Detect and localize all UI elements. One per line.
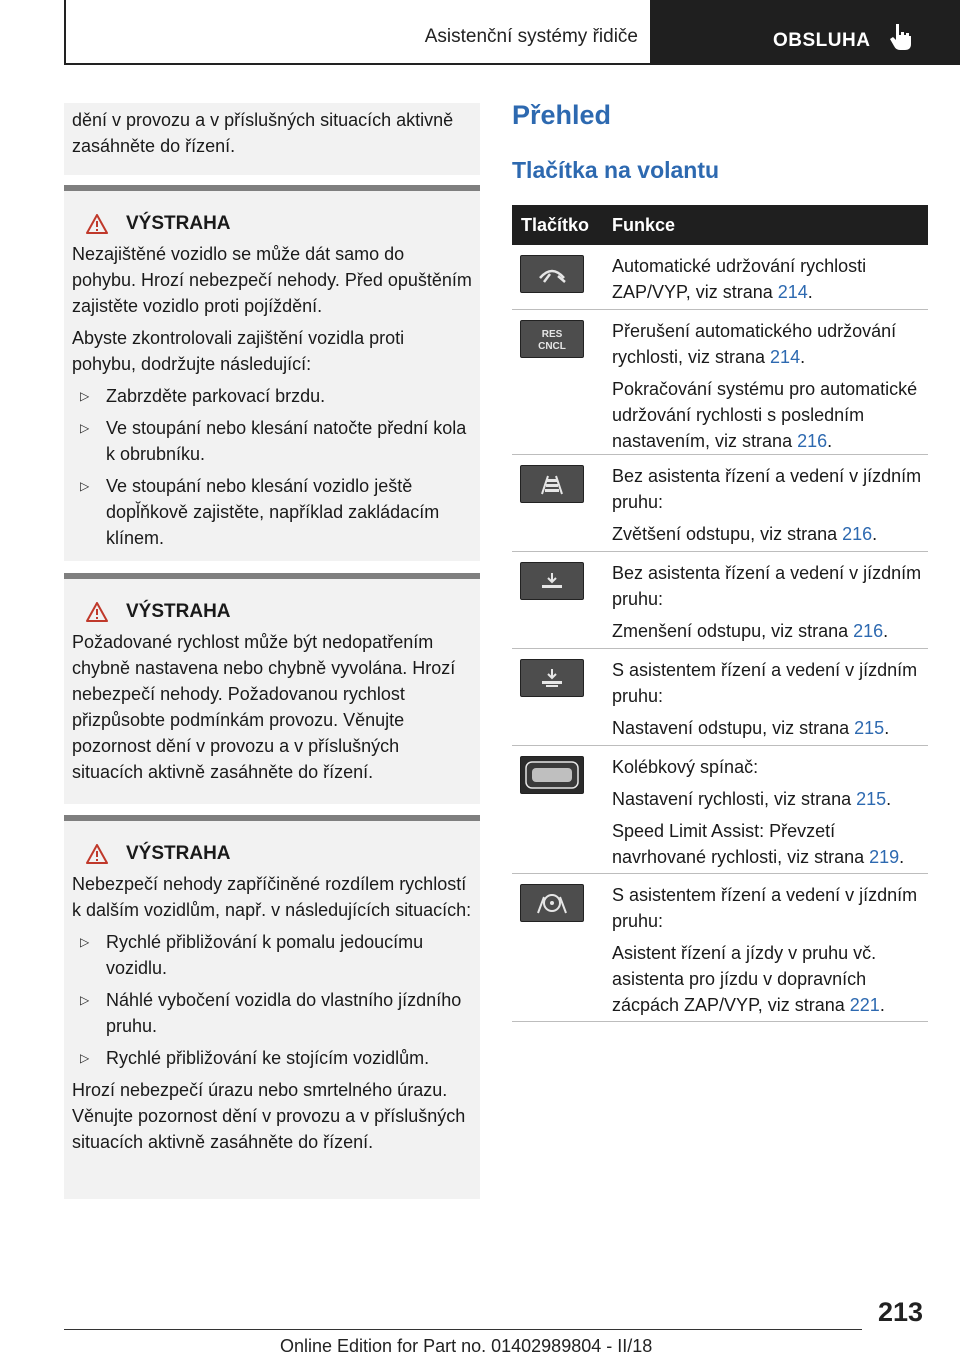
function-text: Kolébkový spínač: <box>612 757 759 777</box>
warning-triangle-icon <box>86 844 108 864</box>
warning-text: Nebezpečí nehody zapříčiněné rozdílem rychlostí k dalším vozidlům, např. v následujících situacích: <box>72 874 472 920</box>
warning-box-2 <box>64 573 480 804</box>
warning-heading <box>72 839 472 869</box>
section-title: Asistenční systémy řidiče <box>424 26 638 47</box>
function-text-end: . <box>883 621 889 641</box>
distance-increase-icon <box>520 465 584 503</box>
function-text: Zvětšení odstupu, viz strana <box>612 524 843 544</box>
function-text-end: . <box>879 995 885 1015</box>
list-item <box>72 987 472 1039</box>
function-text: Nastavení odstupu, viz strana <box>612 718 855 738</box>
function-text-end: . <box>827 431 833 451</box>
function-text: Přerušení automatického udržování rychlosti, viz strana <box>612 321 897 367</box>
function-line <box>612 463 928 515</box>
row-divider <box>512 1021 928 1022</box>
bullet-triangle-icon: ▷ <box>80 935 90 949</box>
warning-bar <box>64 815 480 821</box>
warning-box-1 <box>64 185 480 561</box>
warning-title: VÝSTRAHA <box>126 601 231 622</box>
page-reference-link[interactable]: 219 <box>869 847 900 867</box>
rocker-switch-icon <box>520 756 584 794</box>
bullet-triangle-icon: ▷ <box>80 479 90 493</box>
function-description <box>612 560 928 650</box>
list-item-text: Rychlé přibližování ke stojícím vozidlům. <box>106 1048 430 1068</box>
page-reference-link[interactable]: 215 <box>854 718 885 738</box>
svg-text:CNCL: CNCL <box>538 341 566 352</box>
table-row <box>512 649 928 746</box>
edition-note: Online Edition for Part no. 01402989804 - II/18 <box>280 1336 653 1356</box>
function-description <box>612 657 928 747</box>
function-text: Bez asistenta řízení a vedení v jízdním pruhu: <box>612 563 922 609</box>
page-reference-link[interactable]: 216 <box>853 621 884 641</box>
function-text: Automatické udržování rychlosti ZAP/VYP, viz strana <box>612 256 867 302</box>
page-reference-link[interactable]: 215 <box>856 789 887 809</box>
function-line <box>612 754 928 780</box>
function-description <box>612 754 928 876</box>
list-item-text: Náhlé vybočení vozidla do vlastního jízdního pruhu. <box>106 990 462 1036</box>
warning-bar <box>64 573 480 579</box>
list-item <box>72 1045 472 1071</box>
function-line <box>612 715 928 741</box>
distance-set-icon <box>520 659 584 697</box>
function-line <box>612 521 928 547</box>
table-row <box>512 245 928 310</box>
intro-text: dění v provozu a v příslušných situacích aktivně zasáhněte do řízení. <box>72 110 454 156</box>
function-text: S asistentem řízení a vedení v jízdním pruhu: <box>612 660 918 706</box>
bullet-triangle-icon: ▷ <box>80 389 90 403</box>
warning-title: VÝSTRAHA <box>126 213 231 234</box>
list-item <box>72 929 472 981</box>
page-reference-link[interactable]: 216 <box>797 431 828 451</box>
page-heading: Přehled <box>512 100 612 130</box>
function-text: Asistent řízení a jízdy v pruhu vč. asistenta pro jízdu v dopravních zácpách ZAP/VYP, viz strana <box>612 943 877 1015</box>
bullet-triangle-icon: ▷ <box>80 1051 90 1065</box>
list-item-text: Rychlé přibližování k pomalu jedoucímu vozidlu. <box>106 932 424 978</box>
section-tab-label: OBSLUHA <box>773 30 871 51</box>
section-tab[interactable] <box>650 0 960 65</box>
function-text: Zmenšení odstupu, viz strana <box>612 621 854 641</box>
warning-heading <box>72 597 472 627</box>
function-text: Pokračování systému pro automatické udržování rychlosti s posledním nastavením, viz strana <box>612 379 918 451</box>
page-reference-link[interactable]: 221 <box>849 995 880 1015</box>
function-description <box>612 318 928 460</box>
function-text: Nastavení rychlosti, viz strana <box>612 789 857 809</box>
page-reference-link[interactable]: 214 <box>777 282 808 302</box>
page-number: 213 <box>878 1297 924 1327</box>
function-line <box>612 940 928 1018</box>
bullet-triangle-icon: ▷ <box>80 421 90 435</box>
warning-text: Abyste zkontrolovali zajištění vozidla proti pohybu, dodržujte následující: <box>72 328 405 374</box>
res-cncl-button <box>520 320 584 358</box>
function-line <box>612 560 928 612</box>
steering-assist-icon <box>520 884 584 922</box>
section-subheading: Tlačítka na volantu <box>512 157 720 183</box>
table-row <box>512 746 928 874</box>
warning-triangle-icon <box>86 214 108 234</box>
function-line <box>612 882 928 934</box>
function-line <box>612 657 928 709</box>
table-row <box>512 455 928 552</box>
table-row <box>512 310 928 455</box>
warning-box-3 <box>64 815 480 1199</box>
function-text-end: . <box>807 282 813 302</box>
function-text-end: . <box>800 347 806 367</box>
svg-text:RES: RES <box>541 329 563 340</box>
function-text-end: . <box>872 524 878 544</box>
warning-text: Hrozí nebezpečí úrazu nebo smrtelného úrazu. Věnujte pozornost dění v provozu a v příslušných situacích aktivně zasáhněte do řízení. <box>72 1080 466 1152</box>
warning-text: Požadované rychlost může být nedopatřením chybně nastavena nebo chybně vyvolána. Hrozí nebezpečí nehody. Požadovanou rychlost přizpůsobte podmínkám provozu. Věnujte pozornost dění v provozu a v příslušných situacích aktivně zasáhněte do řízení. <box>72 632 456 782</box>
warning-text: Nezajištěné vozidlo se může dát samo do pohybu. Hrozí nebezpečí nehody. Před opuštěním zajistěte vozidlo proti pojíždění. <box>72 244 472 316</box>
warning-title: VÝSTRAHA <box>126 843 231 864</box>
function-description <box>612 882 928 1024</box>
function-line <box>612 818 928 870</box>
list-item-text: Ve stoupání nebo klesání vozidlo ještě dopl̆ňkově zajistěte, například zakládacím klínem. <box>106 476 440 548</box>
table-header <box>512 205 928 245</box>
column-header: Tlačítko <box>521 215 590 235</box>
list-item-text: Ve stoupání nebo klesání natočte přední kola k obrubníku. <box>106 418 467 464</box>
warning-bar <box>64 185 480 191</box>
function-line <box>612 786 928 812</box>
function-line <box>612 618 928 644</box>
footer-divider <box>64 1329 862 1330</box>
header-underline <box>64 63 650 65</box>
function-line <box>612 318 928 370</box>
function-line <box>612 376 928 454</box>
function-text: Speed Limit Assist: Převzetí navrhované rychlosti, viz strana <box>612 821 870 867</box>
list-item-text: Zabrzděte parkovací brzdu. <box>106 386 326 406</box>
list-item <box>72 473 472 551</box>
page-reference-link[interactable]: 216 <box>842 524 873 544</box>
function-line <box>612 253 928 305</box>
page-reference-link[interactable]: 214 <box>770 347 801 367</box>
list-item <box>72 383 472 409</box>
function-description <box>612 463 928 553</box>
warning-heading <box>72 209 472 239</box>
list-item <box>72 415 472 467</box>
function-text: Bez asistenta řízení a vedení v jízdním pruhu: <box>612 466 922 512</box>
speed-control-icon <box>520 255 584 293</box>
pointing-hand-icon <box>888 22 914 52</box>
function-text: S asistentem řízení a vedení v jízdním pruhu: <box>612 885 918 931</box>
function-text-end: . <box>886 789 892 809</box>
table-row <box>512 552 928 649</box>
distance-decrease-icon <box>520 562 584 600</box>
function-text-end: . <box>884 718 890 738</box>
function-text-end: . <box>899 847 905 867</box>
table-row <box>512 874 928 1022</box>
column-header: Funkce <box>612 215 676 235</box>
function-description <box>612 253 928 311</box>
bullet-triangle-icon: ▷ <box>80 993 90 1007</box>
intro-box <box>64 103 480 175</box>
warning-triangle-icon <box>86 602 108 622</box>
